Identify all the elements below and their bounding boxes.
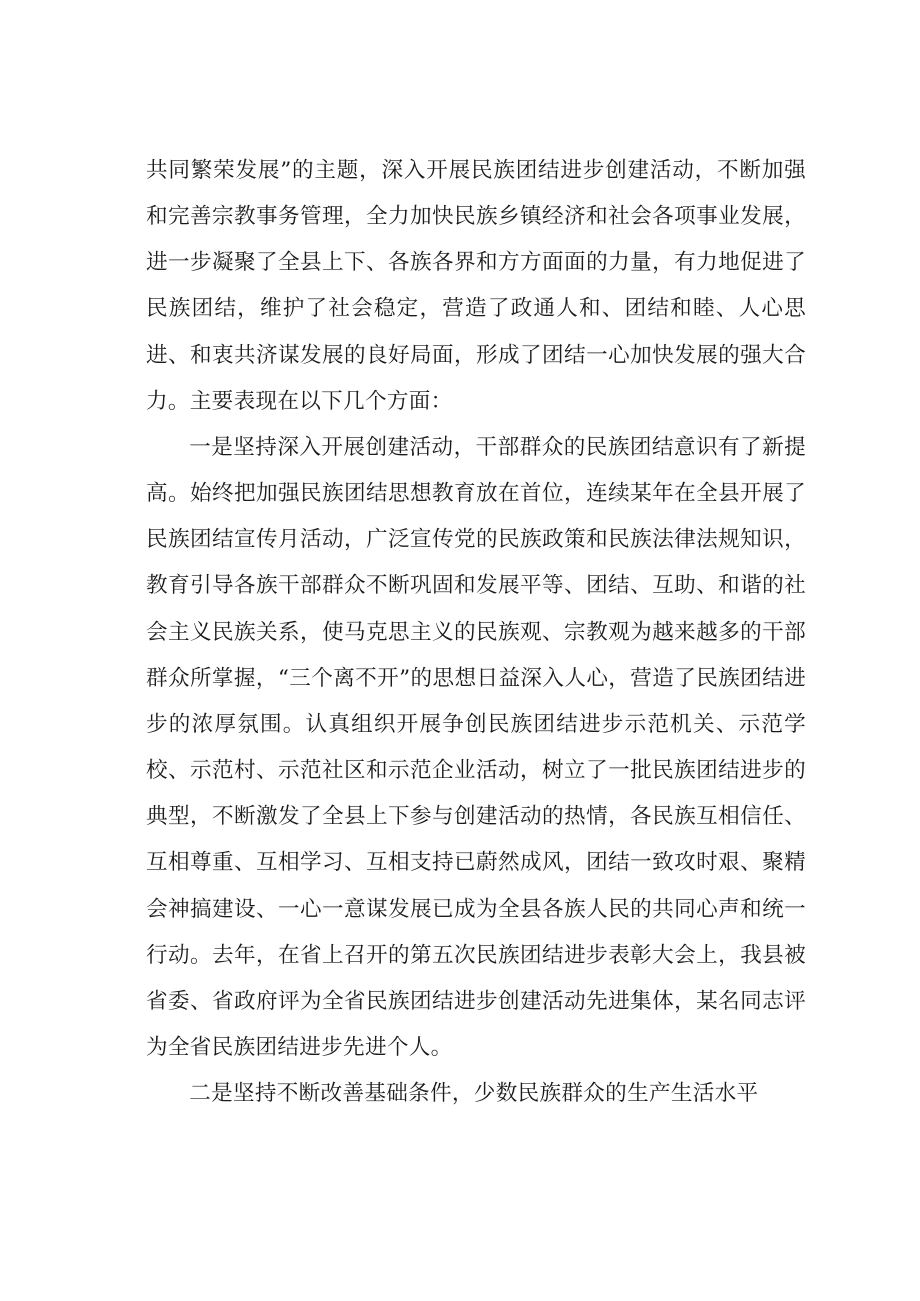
paragraph-intro: 共同繁荣发展”的主题，深入开展民族团结进步创建活动，不断加强和完善宗教事务管理，全力加快民族乡镇经济和社会各项事业发展，进一步凝聚了全县上下、各族各界和方方面面的力量，有力地促进了民族团结，维护了社会稳定，营造了政通人和、团结和睦、人心思进、和衷共济谋发展的良好局面，形成了团结一心加快发展的强大合力。主要表现在以下几个方面： xyxy=(146,158,806,414)
paragraph-point-one: 一是坚持深入开展创建活动，干部群众的民族团结意识有了新提高。始终把加强民族团结思想教育放在首位，连续某年在全县开展了民族团结宣传月活动，广泛宣传党的民族政策和民族法律法规知识，教育引导各族干部群众不断巩固和发展平等、团结、互助、和谐的社会主义民族关系，使马克思主义的民族观、宗教观为越来越多的干部群众所掌握，“三个离不开”的思想日益深入人心，营造了民族团结进步的浓厚氛围。认真组织开展争创民族团结进步示范机关、示范学校、示范村、示范社区和示范企业活动，树立了一批民族团结进步的典型，不断激发了全县上下参与创建活动的热情，各民族互相信任、互相尊重、互相学习、互相支持已蔚然成风，团结一致攻时艰、聚精会神搞建设、一心一意谋发展已成为全县各族人民的共同心声和统一行动。去年，在省上召开的第五次民族团结进步表彰大会上，我县被省委、省政府评为全省民族团结进步创建活动先进集体，某名同志评为全省民族团结进步先进个人。 xyxy=(146,434,806,1060)
body-text xyxy=(146,148,806,1117)
paragraph-point-two: 二是坚持不断改善基础条件，少数民族群众的生产生活水平 xyxy=(189,1081,759,1107)
